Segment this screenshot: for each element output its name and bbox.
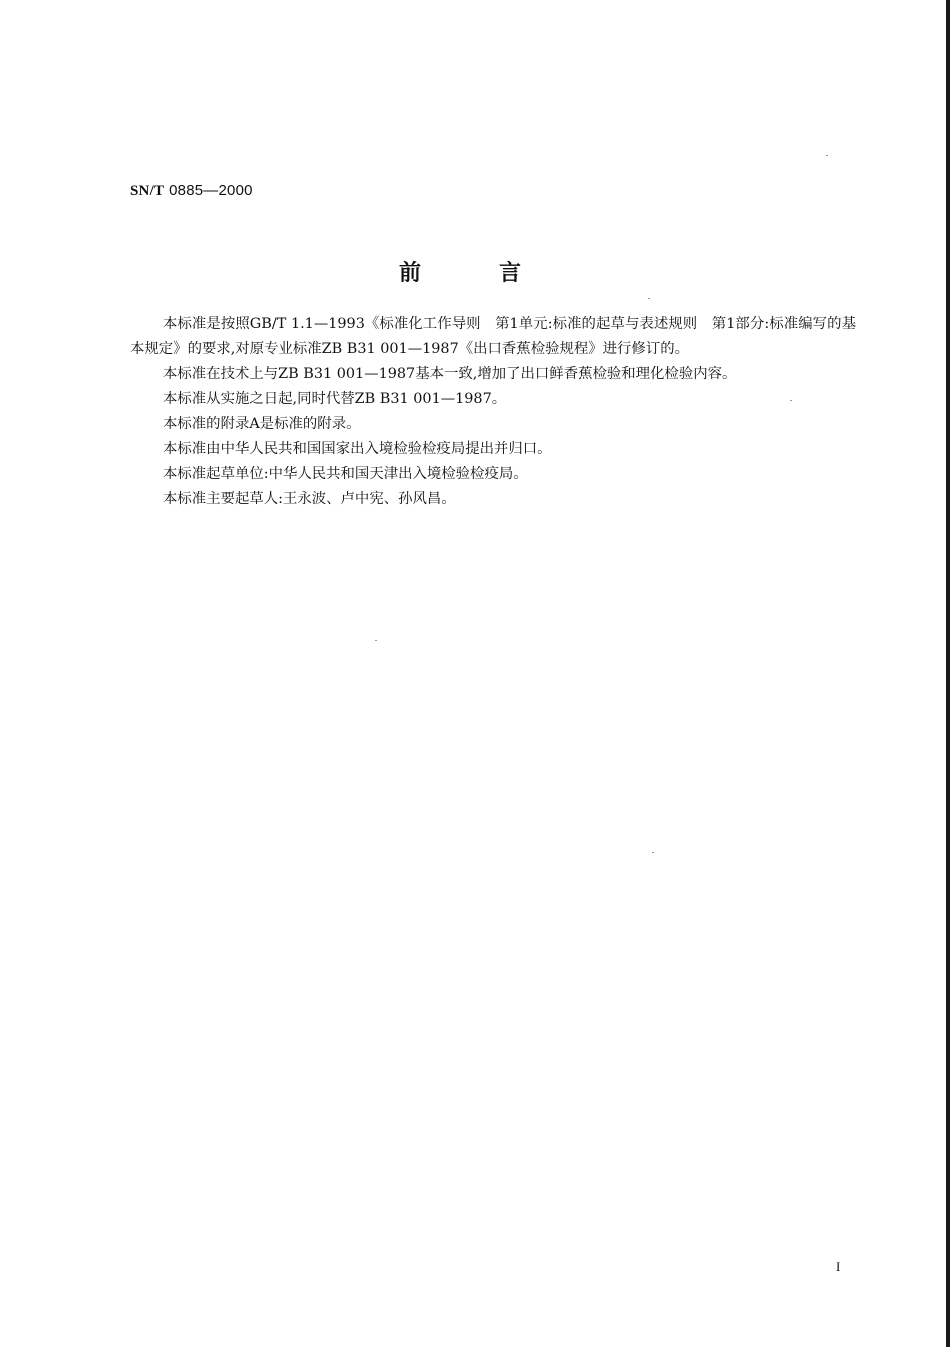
foreword-paragraph: 本标准在技术上与ZB B31 001—1987基本一致,增加了出口鲜香蕉检验和理化检验内容。 bbox=[163, 366, 737, 382]
scan-speck bbox=[375, 640, 377, 641]
scan-speck bbox=[652, 852, 654, 853]
foreword-paragraph: 本标准从实施之日起,同时代替ZB B31 001—1987。 bbox=[163, 391, 507, 407]
page-number: I bbox=[836, 1259, 841, 1274]
standard-prefix: SN/T bbox=[130, 183, 165, 199]
standard-code: 0885—2000 bbox=[169, 182, 253, 199]
foreword-paragraph: 本标准由中华人民共和国国家出入境检验检疫局提出并归口。 bbox=[163, 441, 552, 457]
scan-edge-bar bbox=[946, 0, 950, 1347]
standard-number bbox=[130, 181, 253, 200]
scan-speck bbox=[648, 298, 650, 299]
foreword-paragraph: 本标准起草单位:中华人民共和国天津出入境检验检疫局。 bbox=[163, 466, 528, 482]
foreword-paragraph: 本标准主要起草人:王永波、卢中宪、孙风昌。 bbox=[163, 491, 456, 507]
scan-speck bbox=[826, 155, 828, 156]
foreword-body bbox=[130, 312, 856, 512]
page-title: 前言 bbox=[398, 260, 599, 286]
foreword-paragraph: 本标准的附录A是标准的附录。 bbox=[163, 416, 361, 432]
foreword-paragraph: 本标准是按照GB/T 1.1—1993《标准化工作导则 第1单元:标准的起草与表述规则 第1部分:标准编写的基本规定》的要求,对原专业标准ZB B31 001—1987《出口香蕉检验规程》进行修订的。 bbox=[130, 316, 856, 357]
scan-speck bbox=[790, 400, 792, 401]
